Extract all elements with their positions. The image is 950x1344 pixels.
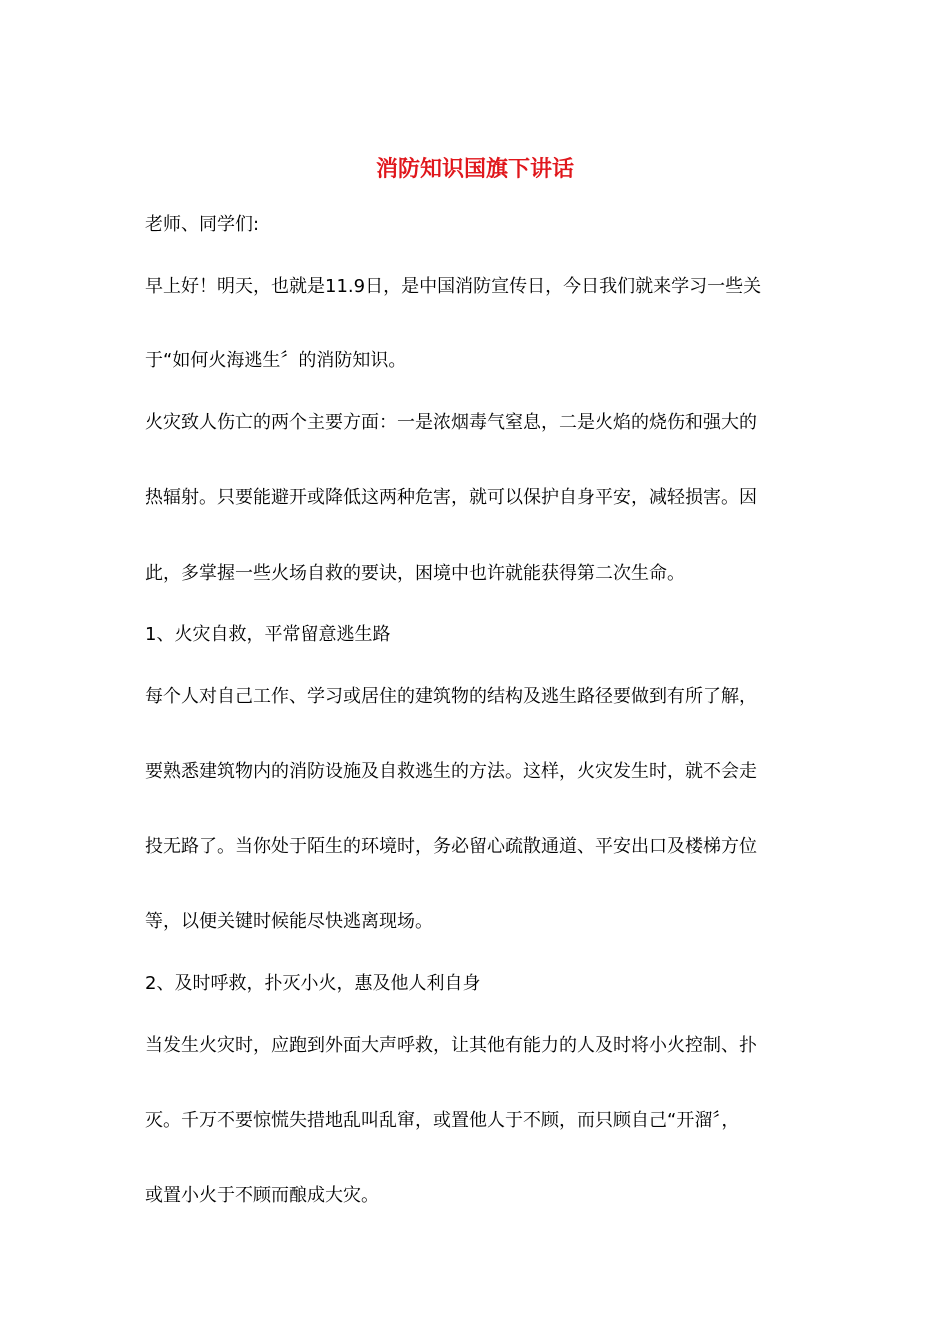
salutation: 老师、同学们: [145, 214, 260, 235]
paragraph-line: 要熟悉建筑物内的消防设施及自救逃生的方法。这样，火灾发生时，就不会走 [145, 761, 757, 782]
paragraph-line: 当发生火灾时，应跑到外面大声呼救，让其他有能力的人及时将小火控制、扑 [145, 1035, 757, 1056]
document-title: 消防知识国旗下讲话 [375, 156, 574, 182]
paragraph-line: 早上好！明天，也就是11.9日，是中国消防宣传日，今日我们就来学习一些关 [145, 276, 762, 297]
section-heading-2: 2、及时呼救，扑灭小火，惠及他人利自身 [145, 973, 481, 994]
paragraph-line: 热辐射。只要能避开或降低这两种危害，就可以保护自身平安，减轻损害。因 [145, 487, 757, 508]
paragraph-line: 于“如何火海逃生〞的消防知识。 [145, 350, 407, 371]
paragraph-line: 此，多掌握一些火场自救的要诀，困境中也许就能获得第二次生命。 [145, 563, 685, 584]
paragraph-line: 灭。千万不要惊慌失措地乱叫乱窜，或置他人于不顾，而只顾自己“开溜〞， [145, 1110, 740, 1131]
paragraph-line: 或置小火于不顾而酿成大灾。 [145, 1185, 379, 1206]
section-heading-1: 1、火灾自救，平常留意逃生路 [145, 624, 391, 645]
paragraph-line: 每个人对自己工作、学习或居住的建筑物的结构及逃生路径要做到有所了解， [145, 686, 757, 707]
paragraph-line: 火灾致人伤亡的两个主要方面：一是浓烟毒气窒息，二是火焰的烧伤和强大的 [145, 412, 757, 433]
paragraph-line: 等，以便关键时候能尽快逃离现场。 [145, 911, 433, 932]
paragraph-line: 投无路了。当你处于陌生的环境时，务必留心疏散通道、平安出口及楼梯方位 [145, 836, 757, 857]
